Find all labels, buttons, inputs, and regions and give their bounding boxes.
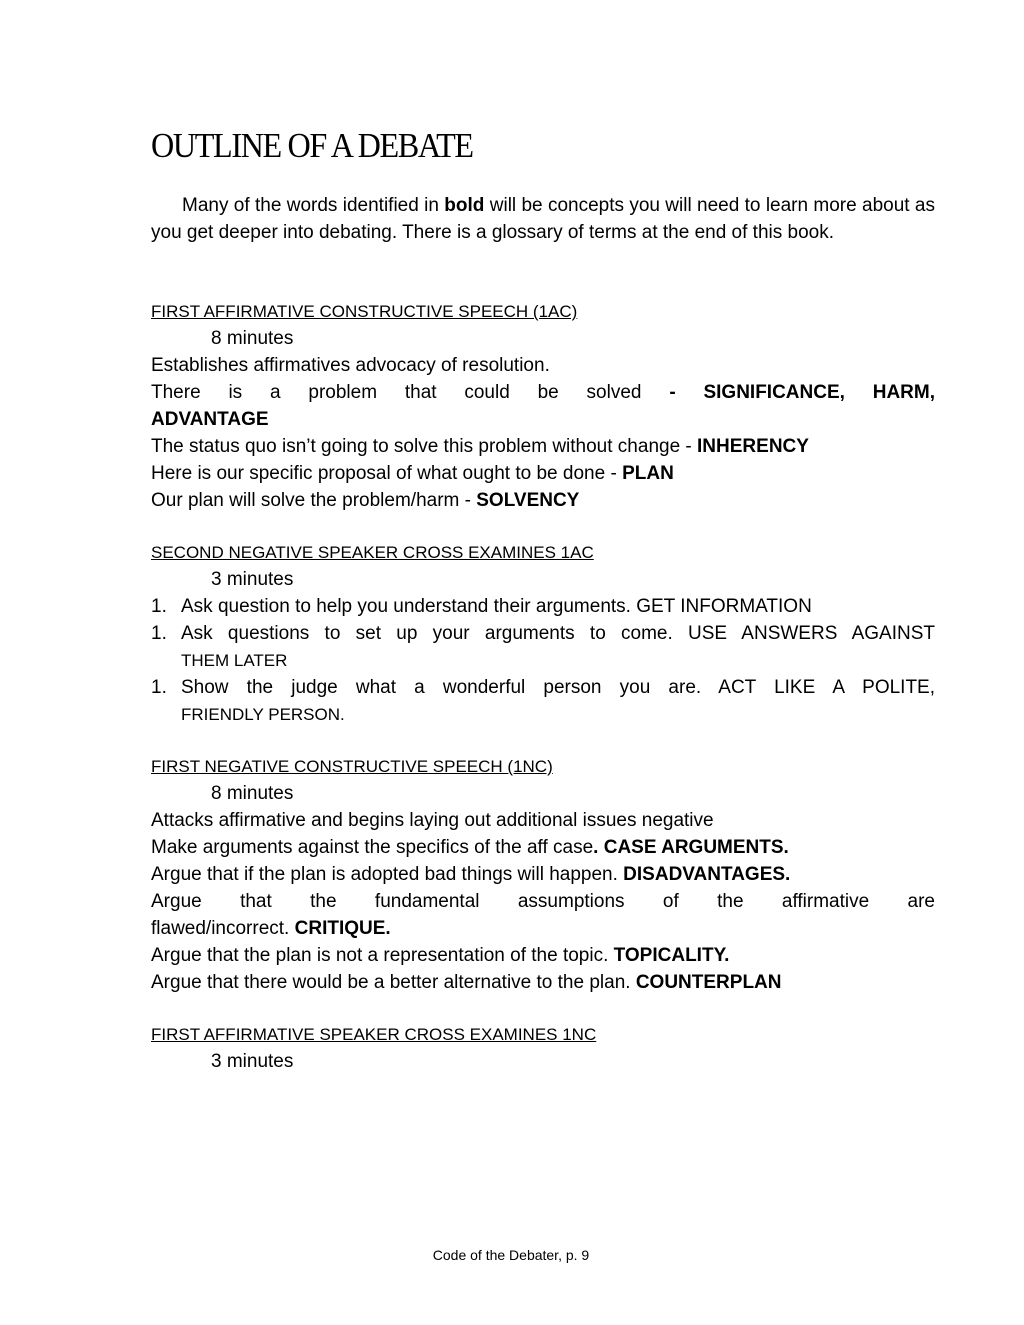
list-number: 1. — [151, 623, 167, 644]
list-number: 1. — [151, 677, 167, 698]
section-line: There is a problem that could be solved - SIGNIFICANCE, HARM, — [151, 382, 936, 403]
section-heading: FIRST AFFIRMATIVE CONSTRUCTIVE SPEECH (1AC) — [151, 302, 578, 321]
section-line: Attacks affirmative and begins laying out additional issues negative — [151, 810, 714, 831]
intro-bold-word: bold — [444, 195, 485, 216]
section-heading: FIRST AFFIRMATIVE SPEAKER CROSS EXAMINES 1NC — [151, 1025, 597, 1044]
section-line: Establishes affirmatives advocacy of resolution. — [151, 355, 550, 376]
intro-paragraph — [151, 192, 935, 246]
intro-text-1: Many of the words identified in — [182, 195, 445, 216]
section-line: Argue that there would be a better alternative to the plan. COUNTERPLAN — [151, 972, 782, 993]
list-item — [151, 593, 935, 620]
section-heading: SECOND NEGATIVE SPEAKER CROSS EXAMINES 1AC — [151, 543, 594, 562]
section-1ac — [151, 299, 935, 514]
section-minutes: 3 minutes — [211, 569, 294, 590]
list-text: Ask question to help you understand their arguments. GET INFORMATION — [181, 596, 812, 617]
section-heading: FIRST NEGATIVE CONSTRUCTIVE SPEECH (1NC) — [151, 757, 553, 776]
intro-text-2: will be concepts you will need to learn more about as you get deeper into debating. There is a glossary of terms at the end of this book. — [151, 195, 935, 243]
list-text: Show the judge what a wonderful person you are. ACT LIKE A POLITE, — [181, 677, 935, 698]
section-line: The status quo isn’t going to solve this problem without change - INHERENCY — [151, 436, 809, 457]
section-line: Make arguments against the specifics of the aff case. CASE ARGUMENTS. — [151, 837, 789, 858]
section-minutes: 8 minutes — [211, 328, 294, 349]
section-2nc-cx — [151, 540, 935, 728]
section-line: flawed/incorrect. CRITIQUE. — [151, 918, 391, 939]
list-text-continued: FRIENDLY PERSON. — [181, 705, 345, 724]
section-line: Our plan will solve the problem/harm - SOLVENCY — [151, 490, 580, 511]
list-item-continued — [151, 701, 935, 728]
section-1ac-cx — [151, 1022, 935, 1075]
page-title: OUTLINE OF A DEBATE — [151, 126, 473, 165]
section-line: ADVANTAGE — [151, 409, 269, 430]
list-item — [151, 674, 935, 701]
page-footer: Code of the Debater, p. 9 — [432, 1247, 590, 1263]
list-number: 1. — [151, 596, 167, 617]
section-line: Argue that the fundamental assumptions of the affirmative are — [151, 891, 935, 912]
section-1nc — [151, 754, 935, 996]
section-line: Here is our specific proposal of what ought to be done - PLAN — [151, 463, 674, 484]
list-text: Ask questions to set up your arguments to come. USE ANSWERS AGAINST — [181, 623, 935, 644]
list-item-continued — [151, 647, 935, 674]
list-text-continued: THEM LATER — [181, 651, 288, 670]
section-minutes: 3 minutes — [211, 1051, 294, 1072]
section-line: Argue that the plan is not a representation of the topic. TOPICALITY. — [151, 945, 730, 966]
section-minutes: 8 minutes — [211, 783, 294, 804]
section-line: Argue that if the plan is adopted bad things will happen. DISADVANTAGES. — [151, 864, 791, 885]
list-item — [151, 620, 935, 647]
